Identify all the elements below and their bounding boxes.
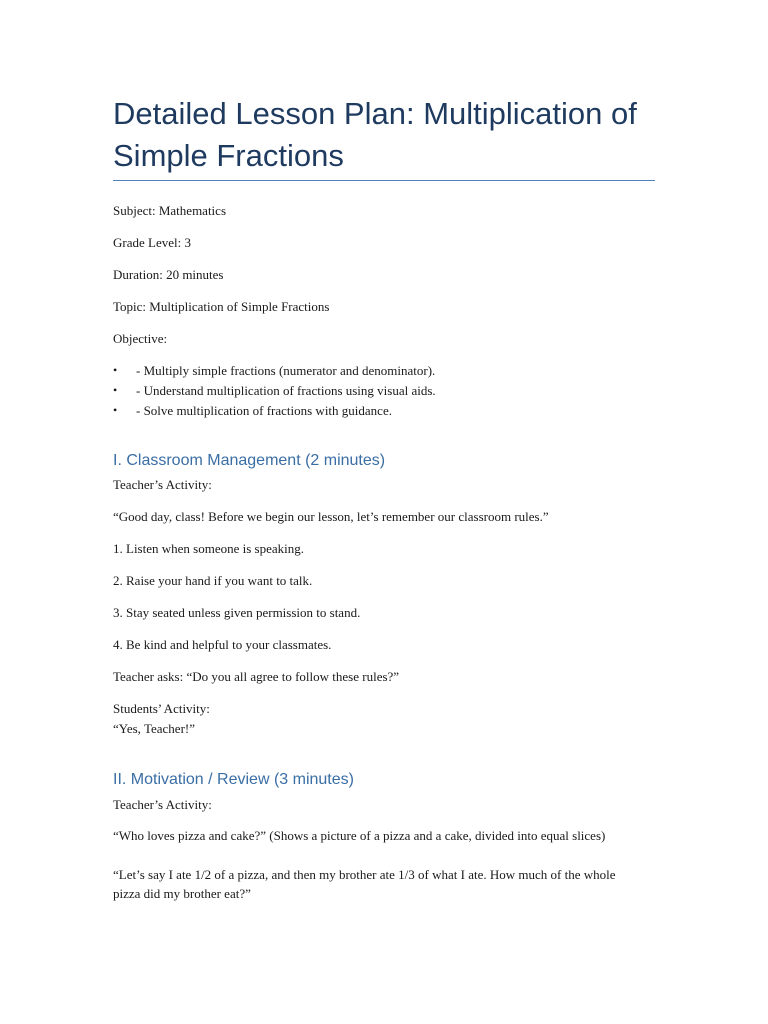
bullet-icon: • [113, 363, 118, 377]
objective-text: - Multiply simple fractions (numerator and denominator). [136, 363, 436, 378]
teacher-greeting: “Good day, class! Before we begin our lesson, let’s remember our classroom rules.” [113, 509, 549, 524]
objective-text: - Solve multiplication of fractions with guidance. [136, 403, 392, 418]
section-heading-motivation-review: II. Motivation / Review (3 minutes) [113, 771, 354, 788]
title-underline [113, 180, 655, 181]
teacher-activity-label: Teacher’s Activity: [113, 477, 212, 492]
teacher-question: “Let’s say I ate 1/2 of a pizza, and then my brother ate 1/3 of what I ate. How much of the whole pizza did my brother eat?” [113, 867, 616, 901]
teacher-question: “Who loves pizza and cake?” (Shows a picture of a pizza and a cake, divided into equal slices) [113, 828, 606, 843]
section-heading-classroom-management: I. Classroom Management (2 minutes) [113, 452, 386, 469]
bullet-icon: • [113, 383, 118, 397]
bullet-icon: • [113, 403, 118, 417]
rule-item: 2. Raise your hand if you want to talk. [113, 573, 313, 588]
objective-text: - Understand multiplication of fractions using visual aids. [136, 383, 436, 398]
duration-line: Duration: 20 minutes [113, 267, 224, 282]
topic-line: Topic: Multiplication of Simple Fractions [113, 299, 330, 314]
rule-item: 3. Stay seated unless given permission to stand. [113, 605, 361, 620]
teacher-question: Teacher asks: “Do you all agree to follow these rules?” [113, 669, 400, 684]
objective-label: Objective: [113, 331, 168, 346]
students-reply: “Yes, Teacher!” [113, 721, 195, 736]
students-activity-label: Students’ Activity: [113, 701, 210, 716]
teacher-activity-label: Teacher’s Activity: [113, 797, 212, 812]
rule-item: 4. Be kind and helpful to your classmates. [113, 637, 332, 652]
rule-item: 1. Listen when someone is speaking. [113, 541, 304, 556]
grade-level-line: Grade Level: 3 [113, 235, 191, 250]
subject-line: Subject: Mathematics [113, 203, 227, 218]
document-title: Detailed Lesson Plan: Multiplication of Simple Fractions [113, 96, 637, 173]
